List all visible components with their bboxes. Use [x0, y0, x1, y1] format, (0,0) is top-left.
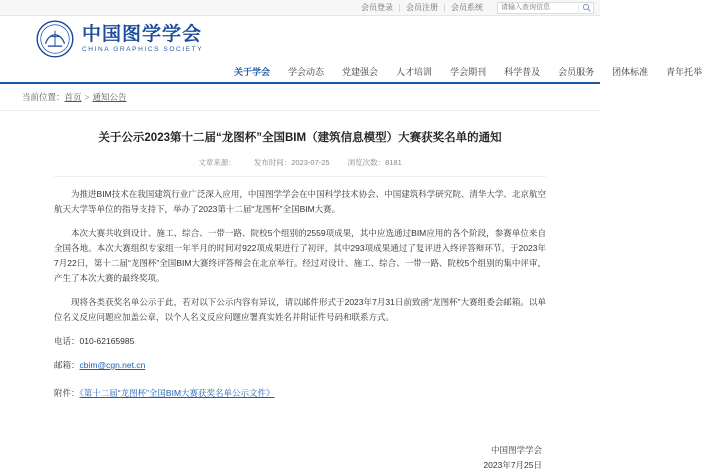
nav-item-training[interactable]: 人才培训	[396, 67, 433, 77]
page-title: 关于公示2023第十二届“龙图杯”全国BIM（建筑信息模型）大赛获奖名单的通知	[98, 132, 502, 144]
article-meta	[54, 157, 546, 177]
nav-item-news[interactable]: 学会动态	[288, 67, 325, 77]
breadcrumb	[0, 84, 600, 111]
site-logo-text[interactable]	[82, 25, 203, 54]
utility-bar	[0, 0, 600, 16]
site-name-cn: 中国图学学会	[82, 23, 203, 45]
nav-item-youth-program[interactable]: 青年托举	[666, 67, 703, 77]
signature-organization: 中国图学学会	[490, 445, 542, 455]
article-body	[54, 177, 546, 373]
nav-item-member-services[interactable]: 会员服务	[558, 67, 595, 77]
article-date-value: 2023-07-25	[291, 158, 330, 167]
search-input[interactable]	[498, 3, 578, 13]
article-source-label: 文章来源：	[198, 158, 236, 167]
breadcrumb-separator: >	[84, 92, 90, 102]
nav-item-about[interactable]: 关于学会	[234, 67, 271, 77]
breadcrumb-item-notice[interactable]: 通知公告	[92, 92, 127, 102]
main-nav	[0, 62, 703, 84]
society-emblem-icon[interactable]	[36, 20, 74, 58]
nav-item-party[interactable]: 党建强会	[342, 67, 379, 77]
article-views-value: 8181	[385, 158, 402, 167]
member-system-link[interactable]: 会员系统	[451, 3, 483, 12]
contact-email-row	[54, 358, 546, 373]
contact-email-label: 邮箱：	[54, 360, 80, 370]
article-date-label: 发布时间：	[253, 158, 292, 167]
signature-date: 2023年7月25日	[483, 460, 542, 470]
article-paragraph: 为推进BIM技术在我国建筑行业广泛深入应用，中国图学学会在中国科学技术协会、中国建筑科学研究院、清华大学、北京航空航天大学等单位的指导支持下，举办了2023第十二届“龙图杯”全国BIM大赛。	[54, 189, 546, 214]
nav-item-journals[interactable]: 学会期刊	[450, 67, 487, 77]
site-name-en: CHINA GRAPHICS SOCIETY	[82, 45, 204, 53]
article-date	[254, 157, 330, 168]
contact-email-link[interactable]: cbim@cgn.net.cn	[79, 360, 146, 370]
article-views	[348, 157, 402, 168]
search-box[interactable]	[497, 2, 594, 14]
site-header	[0, 16, 600, 62]
breadcrumb-item-home[interactable]: 首页	[64, 92, 82, 102]
breadcrumb-prefix: 当前位置：	[22, 92, 65, 102]
attachment-label: 附件：	[54, 388, 80, 398]
attachment-row	[54, 387, 546, 399]
nav-item-standards[interactable]: 团体标准	[612, 67, 649, 77]
article-paragraph: 现将各类获奖名单公示于此，若对以下公示内容有异议，请以邮件形式于2023年7月31日前致函“龙图杯”大赛组委会邮箱。以单位名义反应问题应加盖公章，以个人名义反应问题应署真实姓名并附证件号码和联系方式。	[54, 297, 546, 322]
search-icon[interactable]	[578, 2, 593, 14]
nav-item-science-popularization[interactable]: 科学普及	[504, 67, 541, 77]
member-login-link[interactable]: 会员登录	[361, 3, 393, 12]
article-paragraph: 本次大赛共收到设计、施工、综合、一带一路、院校5个组别的2559项成果，其中应选通过BIM应用的各个阶段，参赛单位来自全国各地。本次大赛组织专家组一年半月的时间对922项成果进行了初评，其中293项成果通过了复评进入终评答辩环节。于2023年7月22日，第十二届“龙图杯”全国BIM大赛终评答辩会在北京举行。经过对设计、施工、综合、一带一路、院校5个组别的集中评审，产生了本次大赛的最终奖项。	[54, 228, 546, 283]
article-views-label: 浏览次数：	[347, 158, 386, 167]
article-source	[198, 157, 236, 168]
member-register-link[interactable]: 会员注册	[406, 3, 438, 12]
contact-phone: 电话：010-62165985	[54, 336, 135, 346]
attachment-link[interactable]: 《第十二届“龙图杯”全国BIM大赛获奖名单公示文件》	[79, 388, 275, 398]
article-container	[0, 111, 600, 473]
article-signature	[54, 443, 546, 473]
